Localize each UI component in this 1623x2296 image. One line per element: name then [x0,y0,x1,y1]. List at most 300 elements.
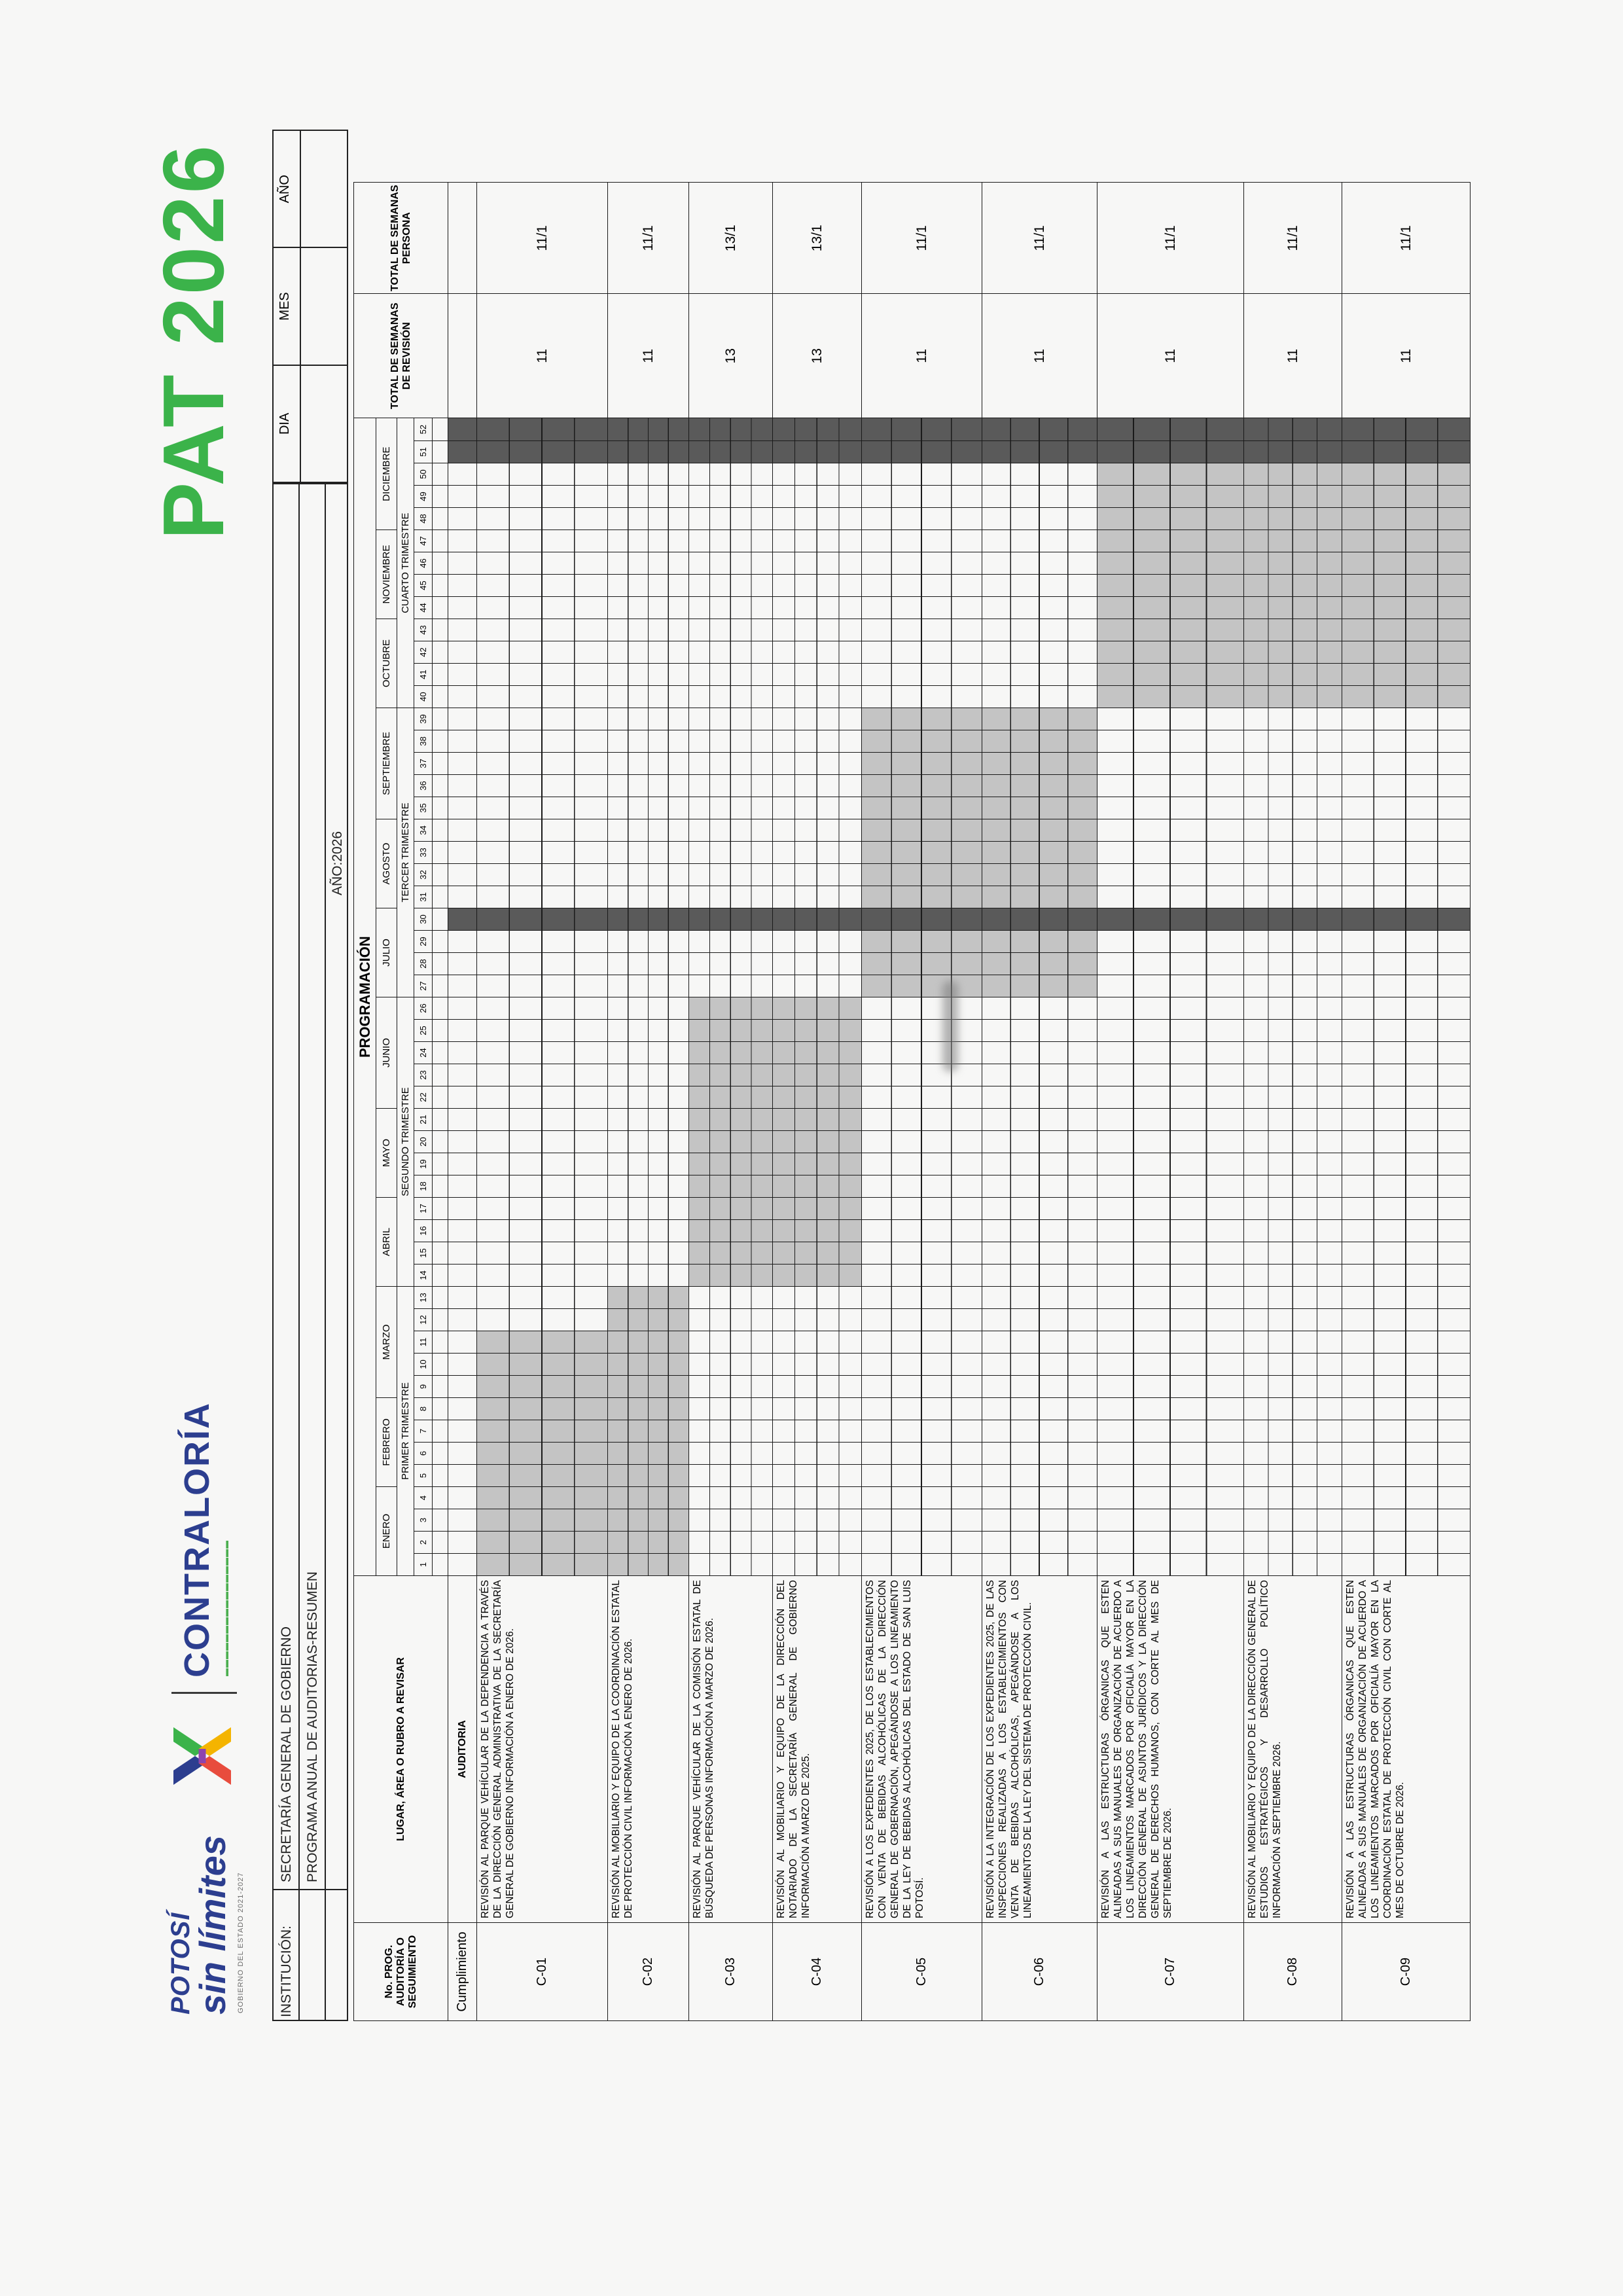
schedule-cell [1097,1509,1244,1532]
week-spacer [433,441,448,463]
week-spacer [433,819,448,842]
persona-weeks: 13/1 [689,183,773,294]
schedule-cell [477,1331,608,1354]
schedule-cell [608,1376,689,1398]
month-header: JULIO [376,908,397,997]
schedule-cell [1097,886,1244,908]
schedule-cell [608,641,689,664]
schedule-cell [773,842,862,864]
header [144,130,268,2021]
week-number: 1 [414,1554,433,1576]
schedule-cell [448,864,477,886]
schedule-cell [773,1487,862,1509]
schedule-cell [773,552,862,575]
schedule-cell [1342,1287,1471,1309]
schedule-cell [1097,975,1244,997]
schedule-cell [477,1354,608,1376]
week-number: 16 [414,1220,433,1242]
schedule-cell [1244,530,1342,552]
info-divider-2 [325,483,326,2021]
schedule-cell [982,819,1097,842]
schedule-cell [982,597,1097,619]
schedule-cell [982,953,1097,975]
schedule-cell [773,1398,862,1420]
schedule-cell [982,418,1097,441]
schedule-cell [773,1175,862,1198]
schedule-cell [1244,1331,1342,1354]
schedule-cell [477,753,608,775]
schedule-cell [689,797,773,819]
schedule-cell [448,664,477,686]
schedule-cell [1097,463,1244,486]
week-spacer [433,418,448,441]
week-number: 34 [414,819,433,842]
week-spacer [433,908,448,931]
schedule-cell [773,1509,862,1532]
schedule-cell [689,975,773,997]
schedule-cell [448,1220,477,1242]
schedule-cell [1097,1354,1244,1376]
week-number: 45 [414,575,433,597]
schedule-cell [1342,1331,1471,1354]
audit-description: REVISIÓN AL PARQUE VEHÍCULAR DE LA DEPENDENCIA A TRAVÉS DE LA DIRECCIÓN GENERAL ADMINISTRATIVA DE LA SECRETARÍA GENERAL DE GOBIERNO INFORMACIÓN A ENERO DE 2026. [477,1576,608,1923]
schedule-cell [982,797,1097,819]
schedule-cell [1097,552,1244,575]
schedule-cell [982,1064,1097,1086]
schedule-cell [773,1242,862,1265]
schedule-cell [477,575,608,597]
audit-schedule-table [353,182,1471,2021]
audit-code: C-01 [477,1923,608,2021]
schedule-cell [1244,931,1342,953]
schedule-cell [689,1287,773,1309]
schedule-cell [1097,619,1244,641]
schedule-cell [982,1131,1097,1153]
quarter-header: SEGUNDO TRIMESTRE [397,997,414,1287]
schedule-cell [1244,597,1342,619]
schedule-cell [1342,708,1471,730]
schedule-cell [1097,1420,1244,1443]
schedule-cell [1342,975,1471,997]
schedule-cell [1244,1198,1342,1220]
schedule-cell [477,1109,608,1131]
schedule-cell [477,797,608,819]
schedule-cell [448,819,477,842]
schedule-cell [448,1242,477,1265]
schedule-cell [608,864,689,886]
schedule-cell [1244,1242,1342,1265]
schedule-cell [773,997,862,1020]
schedule-cell [773,730,862,753]
week-spacer [433,1487,448,1509]
schedule-cell [477,1309,608,1331]
schedule-cell [982,1220,1097,1242]
schedule-cell [1342,486,1471,508]
week-number: 39 [414,708,433,730]
persona-cell [448,183,477,294]
week-number: 22 [414,1086,433,1109]
schedule-cell [689,1443,773,1465]
schedule-cell [689,1465,773,1487]
schedule-cell [982,1042,1097,1064]
schedule-cell [1097,530,1244,552]
schedule-cell [1097,1198,1244,1220]
schedule-cell [1097,641,1244,664]
schedule-cell [448,775,477,797]
schedule-cell [689,842,773,864]
schedule-cell [477,597,608,619]
schedule-cell [862,1064,982,1086]
schedule-cell [448,908,477,931]
audit-code: C-03 [689,1923,773,2021]
schedule-cell [477,508,608,530]
total-weeks: 11 [862,294,982,418]
date-anio-label: AÑO [277,175,292,204]
month-header: JUNIO [376,997,397,1109]
schedule-cell [1244,730,1342,753]
schedule-cell [862,1042,982,1064]
schedule-cell [1342,1042,1471,1064]
schedule-cell [862,1487,982,1509]
schedule-cell [1097,1109,1244,1131]
schedule-cell [689,641,773,664]
schedule-cell [1244,819,1342,842]
audit-row [862,183,982,2021]
schedule-cell [477,1020,608,1042]
schedule-cell [1244,418,1342,441]
week-spacer [433,931,448,953]
audit-row [477,183,608,2021]
week-spacer [433,1175,448,1198]
anio-label: AÑO:2026 [330,831,345,895]
schedule-cell [477,552,608,575]
week-number: 26 [414,997,433,1020]
week-number: 4 [414,1487,433,1509]
schedule-cell [1244,552,1342,575]
schedule-cell [689,1109,773,1131]
schedule-cell [608,686,689,708]
schedule-cell [1342,1398,1471,1420]
schedule-cell [862,508,982,530]
schedule-cell [773,597,862,619]
schedule-cell [689,1331,773,1354]
schedule-cell [773,1532,862,1554]
schedule-cell [608,552,689,575]
schedule-cell [1097,1554,1244,1576]
schedule-cell [862,775,982,797]
schedule-cell [608,530,689,552]
total-weeks: 13 [773,294,862,418]
audit-description: REVISIÓN AL PARQUE VEHÍCULAR DE LA COMISIÓN ESTATAL DE BÚSQUEDA DE PERSONAS INFORMACIÓN A MARZO DE 2026. [689,1576,773,1923]
month-header: AGOSTO [376,819,397,908]
schedule-cell [1342,1376,1471,1398]
total-weeks: 11 [1097,294,1244,418]
schedule-cell [1097,953,1244,975]
schedule-cell [608,1487,689,1509]
week-number: 17 [414,1198,433,1220]
schedule-cell [773,953,862,975]
schedule-cell [608,463,689,486]
schedule-cell [477,1443,608,1465]
schedule-cell [477,1153,608,1175]
schedule-cell [1097,686,1244,708]
schedule-cell [1342,1487,1471,1509]
schedule-cell [1097,1309,1244,1331]
schedule-cell [982,1420,1097,1443]
schedule-cell [477,1242,608,1265]
week-number: 9 [414,1376,433,1398]
schedule-cell [982,575,1097,597]
schedule-cell [1244,1376,1342,1398]
schedule-cell [477,730,608,753]
schedule-cell [773,1554,862,1576]
schedule-cell [773,1265,862,1287]
schedule-cell [1244,708,1342,730]
week-number: 36 [414,775,433,797]
schedule-cell [1342,775,1471,797]
schedule-cell [689,1153,773,1175]
schedule-cell [1342,1420,1471,1443]
schedule-cell [1097,931,1244,953]
schedule-cell [773,1465,862,1487]
total-weeks: 11 [982,294,1097,418]
schedule-cell [862,1554,982,1576]
schedule-cell [1097,819,1244,842]
schedule-cell [862,463,982,486]
schedule-cell [773,975,862,997]
week-number: 30 [414,908,433,931]
col-lugar-header: LUGAR, ÁREA O RUBRO A REVISAR [354,1576,448,1923]
date-dia-label: DIA [277,412,292,435]
month-header: SEPTIEMBRE [376,708,397,819]
schedule-cell [862,1131,982,1153]
schedule-cell [689,1242,773,1265]
schedule-cell [608,775,689,797]
week-number: 21 [414,1109,433,1131]
schedule-cell [862,1309,982,1331]
schedule-cell [773,886,862,908]
week-number: 50 [414,463,433,486]
schedule-cell [773,486,862,508]
schedule-cell [448,753,477,775]
schedule-cell [773,775,862,797]
schedule-cell [608,1354,689,1376]
schedule-cell [1342,819,1471,842]
schedule-cell [1244,1175,1342,1198]
week-number: 23 [414,1064,433,1086]
schedule-cell [689,463,773,486]
schedule-cell [689,508,773,530]
schedule-cell [1342,552,1471,575]
schedule-cell [477,1287,608,1309]
total-cell [448,294,477,418]
week-spacer [433,641,448,664]
total-weeks: 11 [1244,294,1342,418]
persona-weeks: 11/1 [1097,183,1244,294]
schedule-cell [1097,1487,1244,1509]
schedule-cell [689,1020,773,1042]
schedule-cell [1244,975,1342,997]
schedule-cell [982,1198,1097,1220]
schedule-cell [1097,1443,1244,1465]
schedule-cell [773,1086,862,1109]
week-number: 35 [414,797,433,819]
schedule-cell [608,1175,689,1198]
schedule-cell [477,664,608,686]
schedule-cell [1244,1354,1342,1376]
schedule-cell [448,1465,477,1487]
schedule-cell [448,1532,477,1554]
schedule-cell [773,619,862,641]
schedule-cell [689,1309,773,1331]
schedule-cell [608,597,689,619]
schedule-cell [982,664,1097,686]
schedule-cell [689,575,773,597]
schedule-cell [1342,864,1471,886]
schedule-cell [773,1220,862,1242]
schedule-cell [862,886,982,908]
week-spacer [433,886,448,908]
schedule-cell [608,1309,689,1331]
schedule-cell [608,908,689,931]
schedule-cell [448,842,477,864]
schedule-cell [1097,1287,1244,1309]
week-spacer [433,708,448,730]
schedule-cell [982,1465,1097,1487]
schedule-cell [1097,1331,1244,1354]
schedule-cell [773,931,862,953]
schedule-cell [477,1532,608,1554]
schedule-cell [1244,1532,1342,1554]
schedule-cell [689,730,773,753]
schedule-cell [477,1376,608,1398]
schedule-cell [448,486,477,508]
schedule-cell [982,1153,1097,1175]
schedule-cell [773,1287,862,1309]
schedule-cell [448,1487,477,1509]
schedule-cell [608,1331,689,1354]
schedule-cell [448,686,477,708]
schedule-cell [773,797,862,819]
schedule-cell [689,530,773,552]
schedule-cell [773,1064,862,1086]
document-code: PAT 2026 [145,143,241,540]
schedule-cell [773,1020,862,1042]
schedule-cell [689,908,773,931]
schedule-cell [448,1398,477,1420]
schedule-cell [773,463,862,486]
week-number: 20 [414,1131,433,1153]
schedule-cell [608,575,689,597]
schedule-cell [1097,864,1244,886]
month-header: ABRIL [376,1198,397,1287]
schedule-cell [862,1198,982,1220]
week-spacer [433,1309,448,1331]
schedule-cell [1244,908,1342,931]
date-anio [274,131,347,248]
schedule-cell [1244,463,1342,486]
schedule-cell [448,597,477,619]
schedule-cell [608,1198,689,1220]
schedule-cell [689,1487,773,1509]
schedule-cell [689,1131,773,1153]
schedule-cell [448,797,477,819]
schedule-cell [448,1509,477,1532]
week-number: 52 [414,418,433,441]
week-spacer [433,864,448,886]
schedule-cell [773,1153,862,1175]
date-dia [274,366,347,482]
week-spacer [433,1064,448,1086]
schedule-cell [773,819,862,842]
week-spacer [433,797,448,819]
schedule-cell [982,1086,1097,1109]
potosi-x-logo-icon [166,1720,238,1792]
schedule-cell [1342,1554,1471,1576]
week-spacer [433,1242,448,1265]
schedule-cell [1342,1086,1471,1109]
schedule-cell [477,975,608,997]
schedule-cell [1244,1064,1342,1086]
schedule-cell [982,1331,1097,1354]
week-spacer [433,1220,448,1242]
week-spacer [433,1331,448,1354]
schedule-cell [608,708,689,730]
schedule-cell [1244,1220,1342,1242]
schedule-cell [689,819,773,842]
schedule-cell [982,842,1097,864]
schedule-cell [1342,886,1471,908]
schedule-cell [608,819,689,842]
schedule-cell [1342,619,1471,641]
schedule-cell [1097,908,1244,931]
schedule-cell [448,1042,477,1064]
schedule-cell [689,1198,773,1220]
scan-smudge [942,980,958,1072]
schedule-cell [1244,1109,1342,1131]
week-number: 32 [414,864,433,886]
schedule-cell [689,953,773,975]
schedule-cell [982,641,1097,664]
schedule-cell [982,1509,1097,1532]
schedule-cell [608,1153,689,1175]
schedule-cell [448,1554,477,1576]
schedule-cell [1097,1242,1244,1265]
schedule-cell [689,1398,773,1420]
audit-row [982,183,1097,2021]
schedule-cell [477,418,608,441]
week-spacer [433,463,448,486]
schedule-cell [862,597,982,619]
schedule-cell [1097,1465,1244,1487]
schedule-cell [862,1020,982,1042]
schedule-cell [477,842,608,864]
schedule-cell [773,530,862,552]
schedule-cell [448,641,477,664]
schedule-cell [608,664,689,686]
schedule-cell [1342,842,1471,864]
schedule-cell [982,753,1097,775]
schedule-cell [1342,1109,1471,1131]
schedule-cell [689,1220,773,1242]
audit-description: REVISIÓN A LOS EXPEDIENTES 2025, DE LOS ESTABLECIMIENTOS CON VENTA DE BEBIDAS ALCOHÓLICAS DE LA DIRECCIÓN GENERAL DE GOBERNACIÓN, APEGÁNDOSE A LOS LINEAMIENTO DE LA LEY DE BEBIDAS ALCOHÓLICAS DEL ESTADO DE SAN LUIS POTOSÍ. [862,1576,982,1923]
audit-row [1342,183,1471,2021]
schedule-cell [1342,1309,1471,1331]
schedule-cell [448,463,477,486]
week-number: 28 [414,953,433,975]
schedule-cell [608,931,689,953]
schedule-cell [862,641,982,664]
